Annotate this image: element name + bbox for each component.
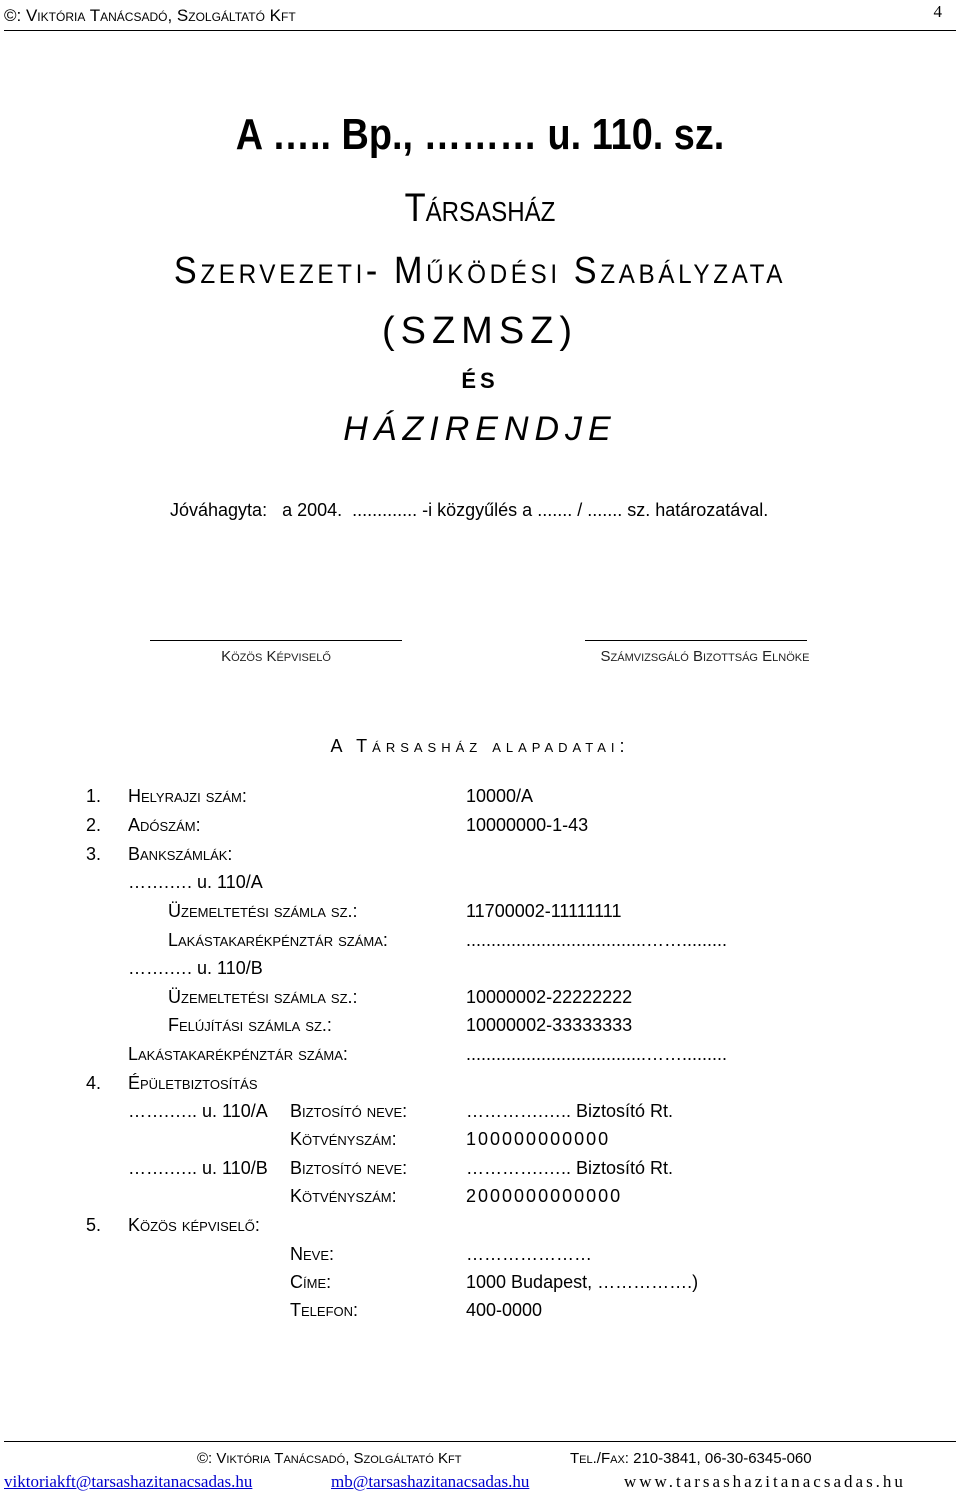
footer-phone: Tel./Fax: 210-3841, 06-30-6345-060 (570, 1450, 812, 1467)
footer-email-link-1[interactable]: viktoriakft@tarsashazitanacsadas.hu (4, 1472, 253, 1491)
representative-phone-label: Telefon: (290, 1300, 359, 1320)
header-divider (4, 30, 956, 31)
footer-divider (4, 1441, 956, 1442)
renovation-account-value: 10000002-33333333 (466, 1015, 633, 1035)
insurer-name-label: Biztosító neve: (290, 1158, 408, 1178)
housing-savings-value: ....................................……......... (466, 1044, 728, 1064)
document-title-house-rules: HÁZIRENDJE (343, 410, 617, 448)
signature-label-representative: Közös Képviselő (221, 648, 331, 665)
approval-statement: Jóváhagyta: a 2004. ............. -i közgyűlés a ....... / ....... sz. határozatával. (170, 500, 769, 520)
document-title-condominium: Társasház (404, 186, 556, 230)
item-number: 4. (86, 1073, 102, 1093)
item-number: 5. (86, 1215, 102, 1235)
bank-accounts-label: Bankszámlák: (128, 844, 233, 864)
building-b-heading: …….…. u. 110/B (128, 958, 263, 978)
tax-number-label: Adószám: (128, 815, 201, 835)
policy-number-value: 2000000000000 (466, 1186, 623, 1206)
operating-account-value: 10000002-22222222 (466, 987, 633, 1007)
policy-number-label: Kötvényszám: (290, 1186, 397, 1206)
operating-account-value: 11700002-11111111 (466, 901, 622, 921)
document-title-address: A ….. Bp., ……… u. 110. sz. (235, 110, 725, 159)
representative-address-label: Címe: (290, 1272, 332, 1292)
housing-savings-label: Lakástakarékpénztár száma: (128, 1044, 348, 1064)
footer-company: ©: Viktória Tanácsadó, Szolgáltató Kft (197, 1450, 462, 1467)
renovation-account-label: Felújítási számla sz.: (168, 1015, 332, 1035)
representative-address-value: 1000 Budapest, …………….) (466, 1272, 699, 1292)
document-title-regulation: Szervezeti- Működési Szabályzata (173, 250, 787, 292)
basic-data-heading: A Társasház alapadatai: (330, 736, 630, 756)
insurance-building-a: …….….. u. 110/A (128, 1101, 268, 1121)
document-title-and: ÉS (461, 368, 499, 393)
operating-account-label: Üzemeltetési számla sz.: (168, 901, 358, 921)
housing-savings-label: Lakástakarékpénztár száma: (168, 930, 388, 950)
insurer-name-label: Biztosító neve: (290, 1101, 408, 1121)
representative-name-value: ………………… (466, 1244, 592, 1264)
representative-phone-value: 400-0000 (466, 1300, 543, 1320)
signature-label-audit-chair: Számvizsgáló Bizottság Elnöke (600, 648, 810, 665)
operating-account-label: Üzemeltetési számla sz.: (168, 987, 358, 1007)
item-number: 3. (86, 844, 102, 864)
building-a-heading: …….…. u. 110/A (128, 872, 263, 892)
signature-line-audit-chair (585, 640, 807, 641)
page-number: 4 (933, 2, 942, 21)
insurer-name-value: ………….….. Biztosító Rt. (466, 1158, 674, 1178)
housing-savings-value: ....................................……......... (466, 930, 728, 950)
lot-number-label: Helyrajzi szám: (128, 786, 247, 806)
footer-website: www.tarsashazitanacsadas.hu (624, 1472, 906, 1491)
representative-name-label: Neve: (290, 1244, 335, 1264)
item-number: 1. (86, 786, 102, 806)
document-title-abbrev: (SZMSZ) (381, 310, 579, 352)
common-representative-label: Közös képviselő: (128, 1215, 260, 1235)
tax-number-value: 10000000-1-43 (466, 815, 589, 835)
insurer-name-value: ………….….. Biztosító Rt. (466, 1101, 674, 1121)
signature-line-representative (150, 640, 402, 641)
building-insurance-label: Épületbiztosítás (128, 1073, 258, 1093)
policy-number-label: Kötvényszám: (290, 1129, 397, 1149)
policy-number-value: 100000000000 (466, 1129, 611, 1149)
header-company: ©: Viktória Tanácsadó, Szolgáltató Kft (4, 6, 296, 25)
item-number: 2. (86, 815, 102, 835)
insurance-building-b: …….….. u. 110/B (128, 1158, 268, 1178)
footer-email-link-2[interactable]: mb@tarsashazitanacsadas.hu (331, 1472, 530, 1491)
lot-number-value: 10000/A (466, 786, 534, 806)
